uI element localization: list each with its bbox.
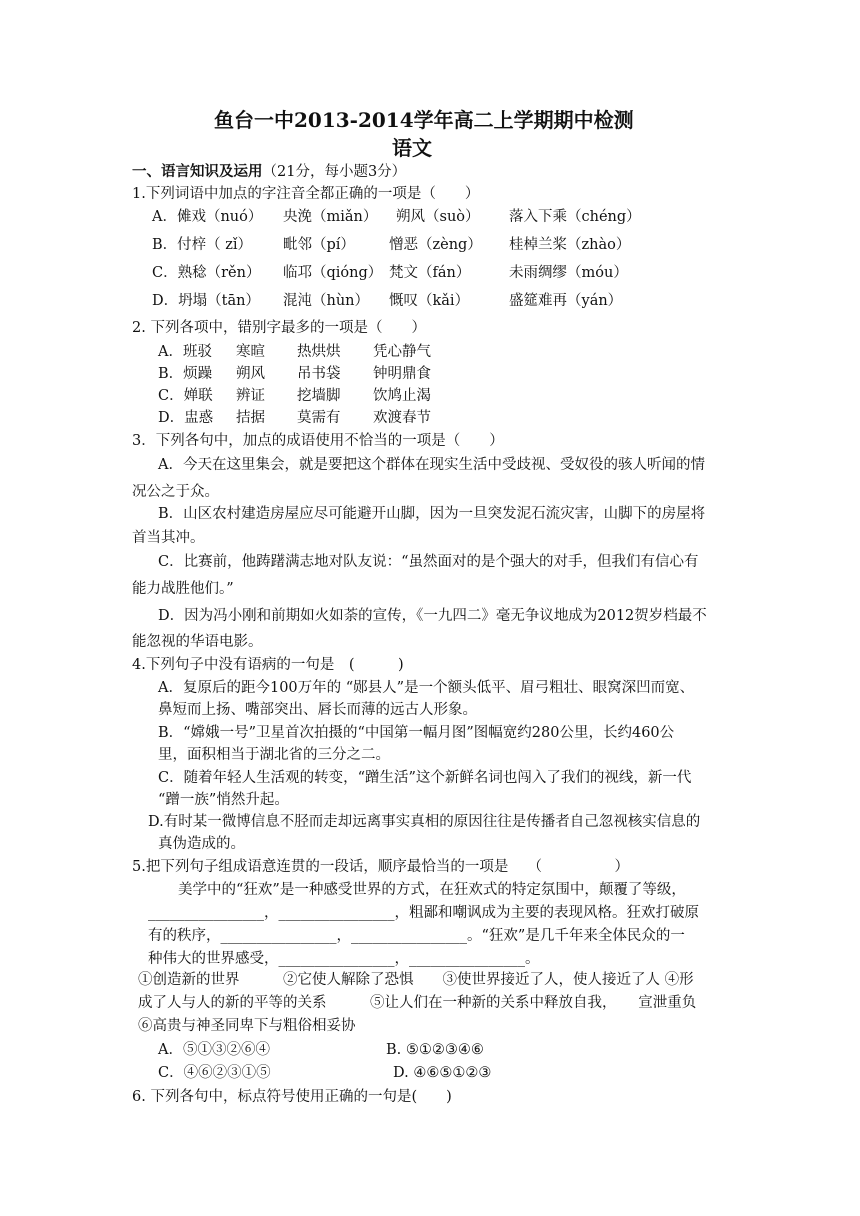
- q3-line: B．山区农村建造房屋应尽可能避开山脚，因为一旦突发泥石流灾害，山脚下的房屋将: [158, 506, 706, 522]
- q1-d-3: 慨叹（kǎi）: [389, 293, 470, 309]
- q3-line: D．因为冯小刚和前期如火如荼的宣传，《一九四二》毫无争议地成为2012贺岁档最不: [158, 608, 707, 624]
- q3-line: C．比赛前，他踌躇满志地对队友说：“虽然面对的是个强大的对手，但我们有信心有: [158, 554, 699, 570]
- q3-line: A．今天在这里集会，就是要把这个群体在现实生活中受歧视、受奴役的骇人听闻的情: [158, 457, 705, 473]
- q1-c-2: 临邛（qióng）: [283, 265, 383, 281]
- section-title: 一、语言知识及运用: [132, 163, 263, 180]
- q4-line: A．复原后的距今100万年的 “郧县人”是一个额头低平、眉弓粗壮、眼窝深凹而宽、: [158, 680, 695, 696]
- q6-stem: 6. 下列各句中，标点符号使用正确的一句是( ): [132, 1089, 452, 1105]
- section-heading: [132, 162, 406, 182]
- q2-a-3: 热烘烘: [297, 344, 341, 360]
- section-note: （21分，每小题3分）: [262, 164, 407, 180]
- q5-option-d: D. ④⑥⑤①②③: [393, 1065, 492, 1081]
- q2-c-4: 饮鸠止渴: [373, 388, 431, 404]
- q2-c-3: 挖墙脚: [297, 388, 341, 404]
- subject-title: 语文: [392, 136, 432, 160]
- exam-title: 鱼台一中2013-2014学年高二上学期期中检测: [214, 108, 634, 132]
- q2-a-1: A．班驳: [158, 344, 212, 360]
- q1-c-4: 未雨绸缪（móu）: [509, 265, 628, 281]
- q1-b-2: 毗邻（pí）: [283, 237, 355, 253]
- q1-b-1: B．付梓（ zǐ）: [152, 237, 253, 253]
- q4-line: D.有时某一微博信息不胫而走却远离事实真相的原因往往是传播者自己忽视核实信息的: [148, 814, 701, 830]
- q2-d-2: 拮据: [236, 410, 265, 426]
- q3-line: 能力战胜他们。”: [132, 581, 234, 597]
- q4-line: 里，面积相当于湖北省的三分之二。: [158, 747, 390, 763]
- q3-line: 首当其冲。: [132, 530, 205, 546]
- q2-d-1: D．盅惑: [158, 410, 214, 426]
- q3-line: 能忽视的华语电影。: [132, 634, 263, 650]
- q5-line: 美学中的“狂欢”是一种感受世界的方式，在狂欢式的特定氛围中，颠覆了等级，: [178, 882, 686, 898]
- q4-line: 真伪造成的。: [158, 836, 245, 852]
- q1-c-1: C．熟稔（rěn）: [152, 265, 261, 281]
- q4-line: C．随着年轻人生活观的转变，“蹭生活”这个新鲜名词也闯入了我们的视线，新一代: [158, 770, 692, 786]
- q3-line: 况公之于众。: [132, 484, 219, 500]
- q2-b-4: 钟明鼎食: [373, 366, 431, 382]
- q2-b-3: 吊书袋: [297, 366, 341, 382]
- q1-b-4: 桂棹兰桨（zhào）: [509, 237, 631, 253]
- q1-a-3: 朔风（suò）: [396, 209, 480, 225]
- q2-d-3: 莫需有: [297, 410, 341, 426]
- q3-stem: 3．下列各句中，加点的成语使用不恰当的一项是（ ）: [132, 433, 504, 449]
- q2-stem: 2. 下列各项中，错别字最多的一项是（ ）: [132, 320, 426, 336]
- q1-b-3: 憎恶（zèng）: [389, 237, 482, 253]
- q4-stem: 4.下列句子中没有语病的一句是 ( ): [132, 657, 404, 673]
- q2-a-2: 寒暄: [236, 344, 265, 360]
- q5-option-a: A．⑤①③②⑥④: [158, 1042, 270, 1058]
- q2-c-2: 辨证: [236, 388, 265, 404]
- q4-line: 鼻短而上扬、嘴部突出、唇长而薄的远古人形象。: [158, 702, 477, 718]
- q4-line: “蹭一族”悄然升起。: [158, 792, 289, 808]
- q5-line: ________________，________________，粗鄙和嘲讽成为主要的表现风格。狂欢打破原: [148, 905, 699, 921]
- q2-d-4: 欢渡春节: [373, 410, 431, 426]
- q5-stem: 5.把下列句子组成语意连贯的一段话，顺序最恰当的一项是 （ ）: [132, 859, 629, 875]
- q1-d-4: 盛筵难再（yán）: [509, 293, 623, 309]
- q5-line: 成了人与人的新的平等的关系 ⑤让人们在一种新的关系中释放自我， 宣泄重负: [138, 995, 697, 1011]
- q1-d-1: D．坍塌（tān）: [152, 293, 260, 309]
- q2-b-1: B．烦躁: [158, 366, 213, 382]
- q2-c-1: C．婵联: [158, 388, 213, 404]
- q5-line: ①创造新的世界 ②它使人解除了恐惧 ③使世界接近了人，使人接近了人 ④形: [138, 972, 694, 988]
- q1-stem: 1.下列词语中加点的字注音全都正确的一项是（ ）: [132, 186, 480, 202]
- q5-option-b: B. ⑤①②③④⑥: [386, 1042, 484, 1058]
- q5-line: 种伟大的世界感受，________________，________________。: [148, 951, 540, 967]
- q1-a-2: 央浼（miǎn）: [283, 209, 378, 225]
- q1-d-2: 混沌（hùn）: [283, 293, 370, 309]
- q5-option-c: C．④⑥②③①⑤: [158, 1065, 271, 1081]
- q1-a-1: A．傩戏（nuó）: [152, 209, 263, 225]
- q1-c-3: 梵文（fán）: [389, 265, 471, 281]
- q4-line: B．“嫦娥一号”卫星首次拍摄的“中国第一幅月图”图幅宽约280公里，长约460公: [158, 725, 675, 741]
- q5-line: 有的秩序，________________，________________。“狂欢”是几千年来全体民众的一: [148, 928, 685, 944]
- q1-a-4: 落入下乘（chéng）: [509, 209, 641, 225]
- q5-line: ⑥高贵与神圣同卑下与粗俗相妥协: [138, 1018, 356, 1034]
- q2-a-4: 凭心静气: [373, 344, 431, 360]
- q2-b-2: 朔风: [236, 366, 265, 382]
